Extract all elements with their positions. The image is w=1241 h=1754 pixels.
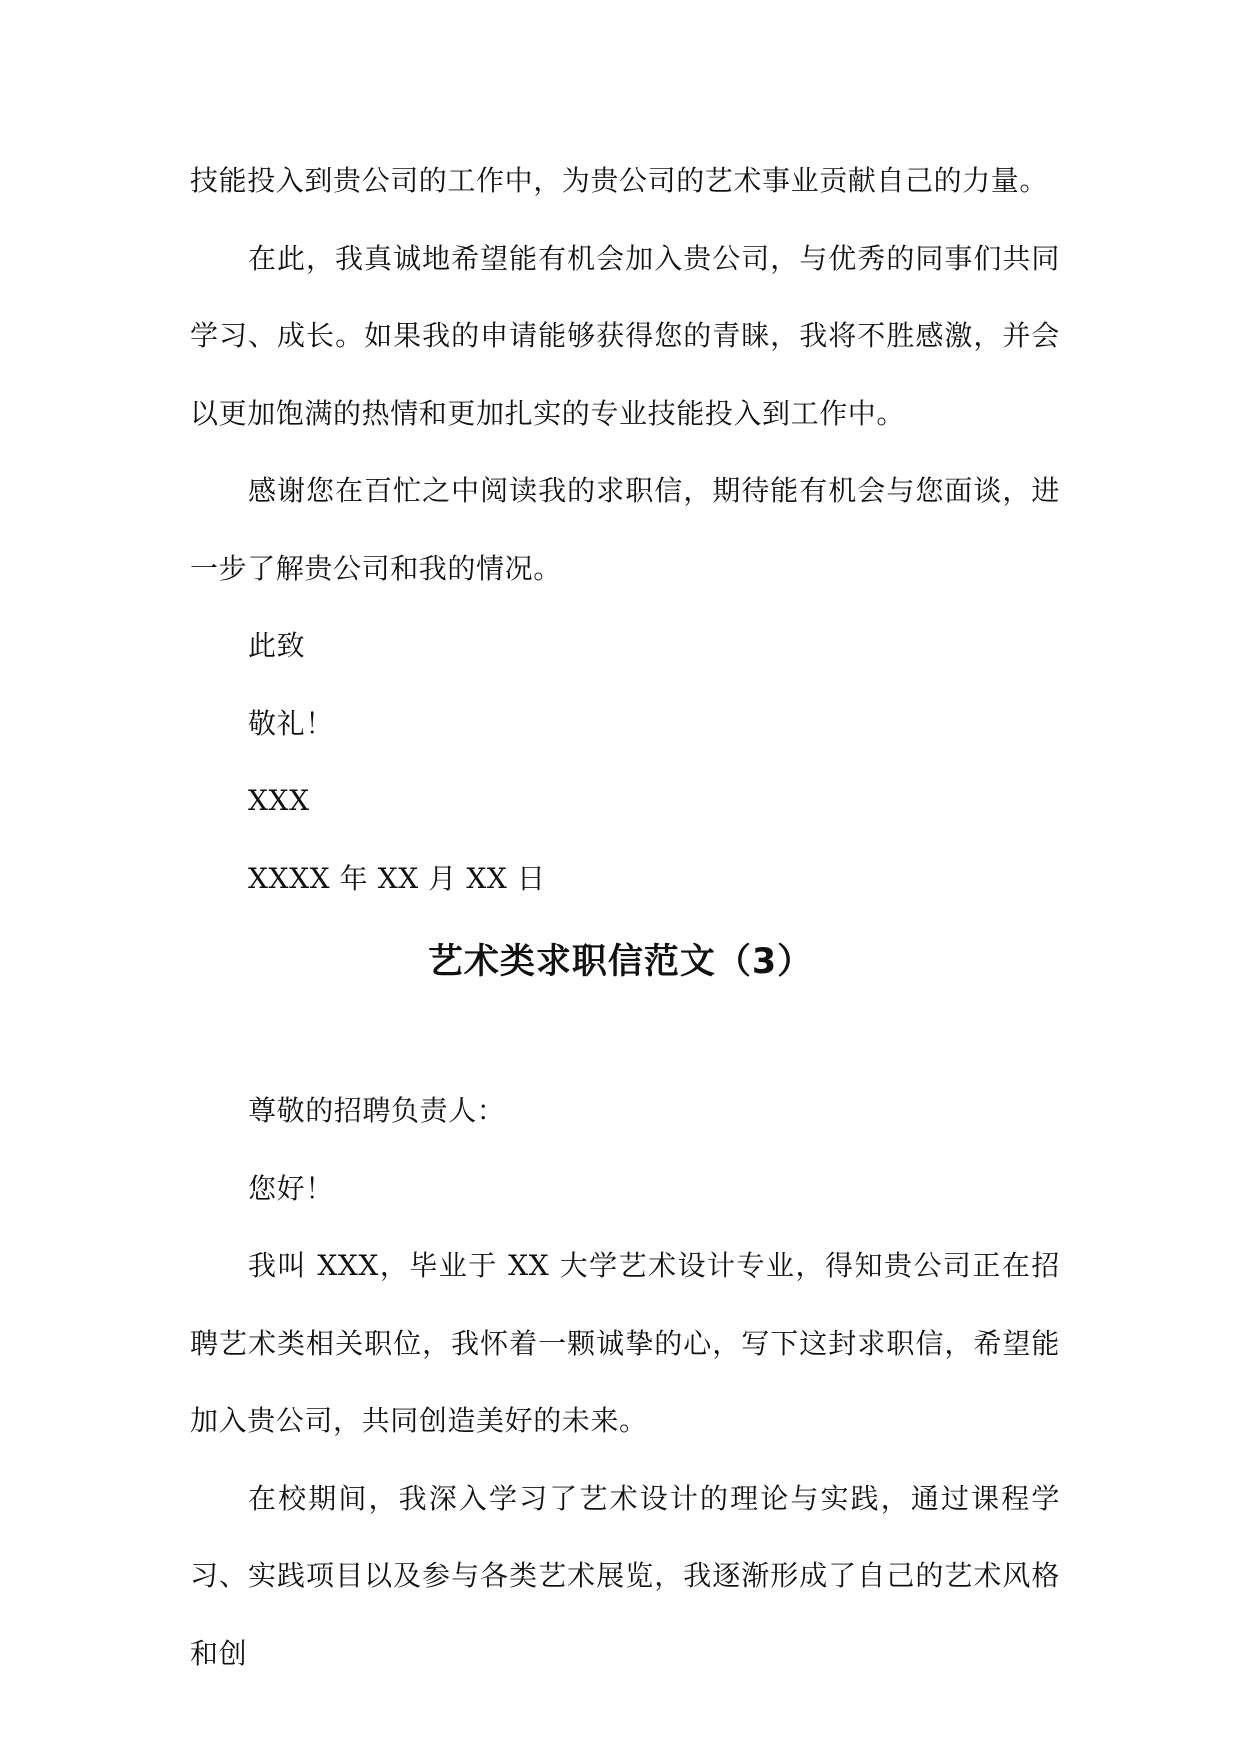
closing-regards: 敬礼！ bbox=[248, 706, 334, 740]
paragraph-introduction: 我叫 XXX，毕业于 XX 大学艺术设计专业，得知贵公司正在招聘艺术类相关职位，我怀着一颗诚挚的心，写下这封求职信，希望能加入贵公司，共同创造美好的未来。 bbox=[190, 1249, 1060, 1437]
signature-date: XXXX 年 XX 月 XX 日 bbox=[248, 861, 546, 895]
closing-salutation: 此致 bbox=[248, 629, 306, 662]
paragraph-education: 在校期间，我深入学习了艺术设计的理论与实践，通过课程学习、实践项目以及参与各类艺术展览，我逐渐形成了自己的艺术风格和创 bbox=[190, 1481, 1060, 1670]
letter-continuation bbox=[190, 142, 1060, 917]
paragraph-hope: 在此，我真诚地希望能有机会加入贵公司，与优秀的同事们共同学习、成长。如果我的申请能够获得您的青睐，我将不胜感激，并会以更加饱满的热情和更加扎实的专业技能投入到工作中。 bbox=[190, 241, 1060, 430]
greeting-recipient: 尊敬的招聘负责人： bbox=[248, 1094, 506, 1127]
greeting-hello: 您好！ bbox=[248, 1171, 334, 1205]
paragraph-continued: 技能投入到贵公司的工作中，为贵公司的艺术事业贡献自己的力量。 bbox=[190, 164, 1049, 197]
letter-three bbox=[190, 1072, 1060, 1692]
section-title: 艺术类求职信范文（3） bbox=[427, 942, 814, 982]
signature-name: XXX bbox=[248, 784, 310, 817]
paragraph-thanks: 感谢您在百忙之中阅读我的求职信，期待能有机会与您面谈，进一步了解贵公司和我的情况。 bbox=[190, 474, 1060, 585]
